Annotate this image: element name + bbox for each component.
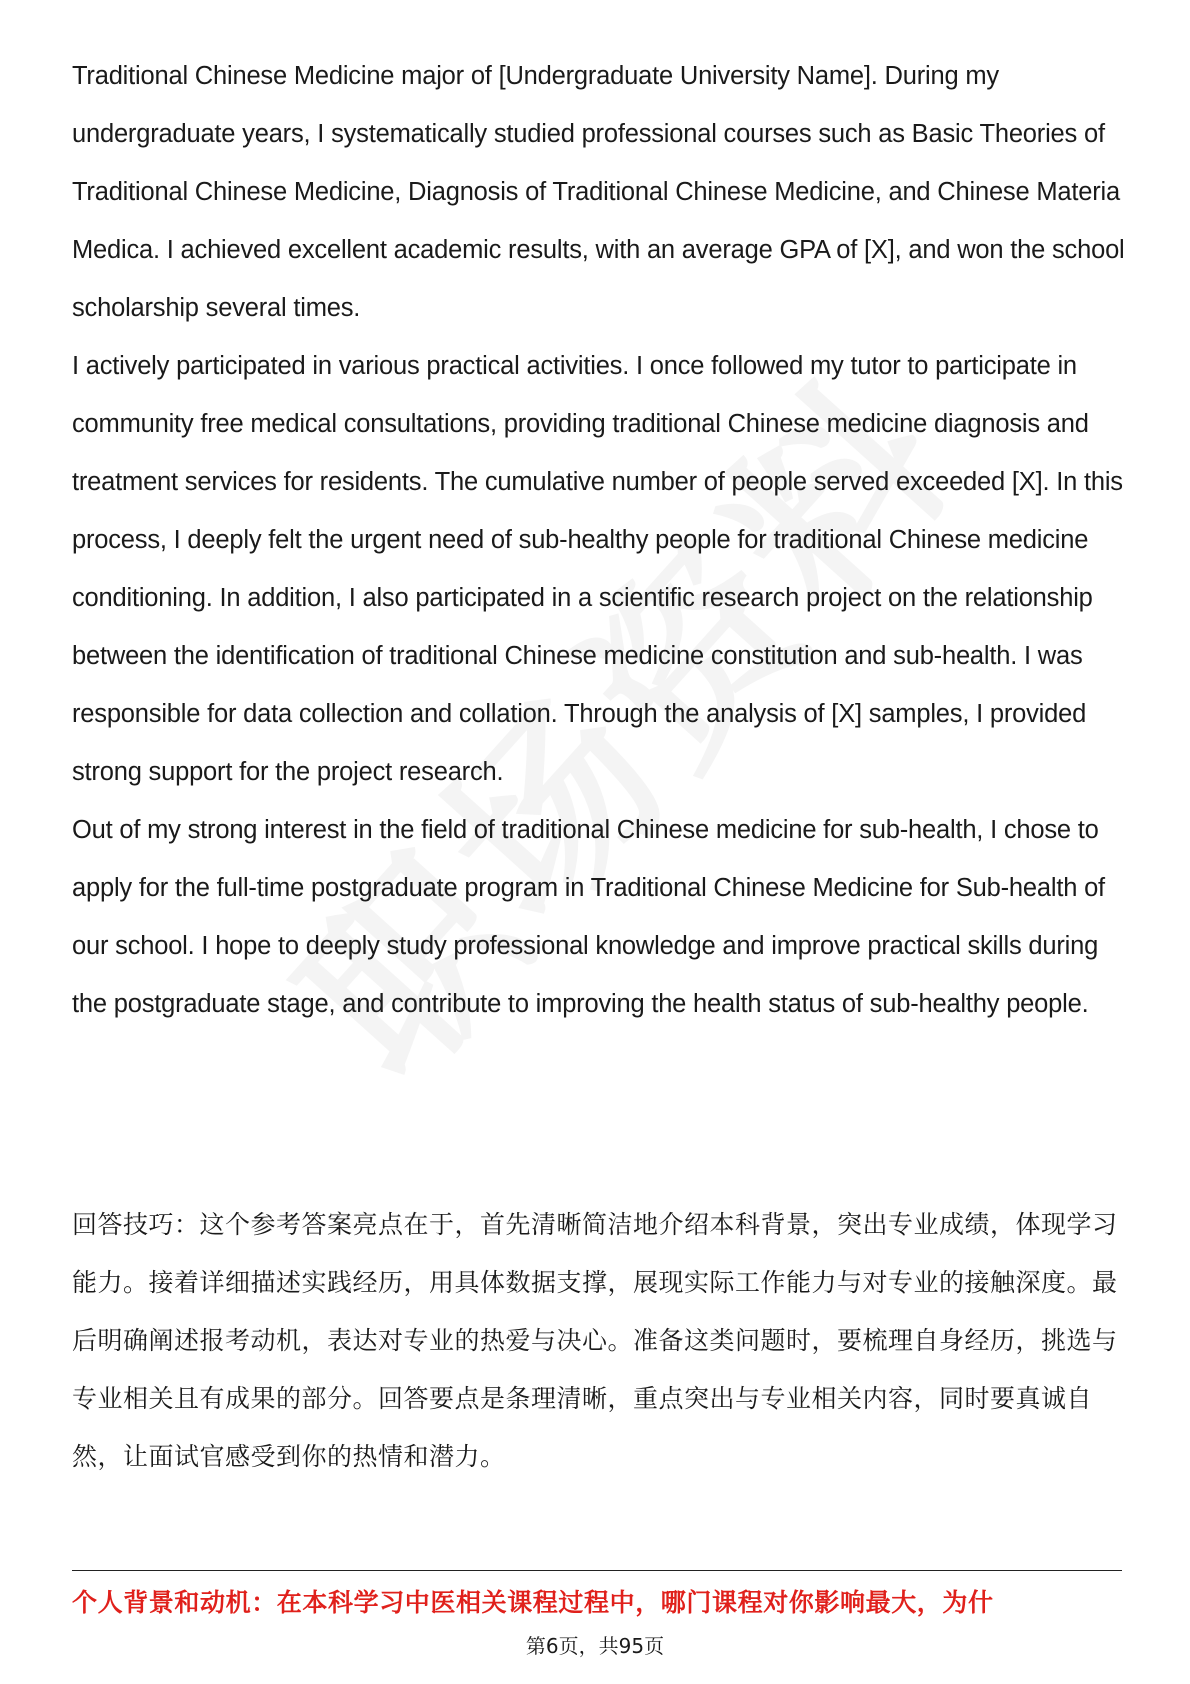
- section-divider: [72, 1570, 1122, 1571]
- answer-body: [72, 47, 1132, 1033]
- page-number: 第6页，共95页: [525, 1634, 665, 1658]
- paragraph-motivation: Out of my strong interest in the field of traditional Chinese medicine for sub-health, I chose to apply for the full-time postgraduate program in Traditional Chinese Medicine for Sub-health of our school. I hope to deeply study professional knowledge and improve practical skills during the postgraduate stage, and contribute to improving the health status of sub-healthy people.: [72, 816, 1105, 1018]
- answer-tips: 回答技巧：这个参考答案亮点在于，首先清晰简洁地介绍本科背景，突出专业成绩，体现学习能力。接着详细描述实践经历，用具体数据支撑，展现实际工作能力与对专业的接触深度。最后明确阐述报考动机，表达对专业的热爱与决心。准备这类问题时，要梳理自身经历，挑选与专业相关且有成果的部分。回答要点是条理清晰，重点突出与专业相关内容，同时要真诚自然，让面试官感受到你的热情和潜力。: [72, 1210, 1118, 1471]
- next-question-heading: 个人背景和动机：在本科学习中医相关课程过程中，哪门课程对你影响最大，为什: [72, 1588, 994, 1617]
- paragraph-practice: I actively participated in various practical activities. I once followed my tutor to participate in community free medical consultations, providing traditional Chinese medicine diagnosis and treatment services for residents. The cumulative number of people served exceeded [X]. In this process, I deeply felt the urgent need of sub-healthy people for traditional Chinese medicine conditioning. In addition, I also participated in a scientific research project on the relationship between the identification of traditional Chinese medicine constitution and sub-health. I was responsible for data collection and collation. Through the analysis of [X] samples, I provided strong support for the project research.: [72, 352, 1123, 786]
- paragraph-background: Traditional Chinese Medicine major of [Undergraduate University Name]. During my undergraduate years, I systematically studied professional courses such as Basic Theories of Traditional Chinese Medicine, Diagnosis of Traditional Chinese Medicine, and Chinese Materia Medica. I achieved excellent academic results, with an average GPA of [X], and won the school scholarship several times.: [72, 62, 1125, 322]
